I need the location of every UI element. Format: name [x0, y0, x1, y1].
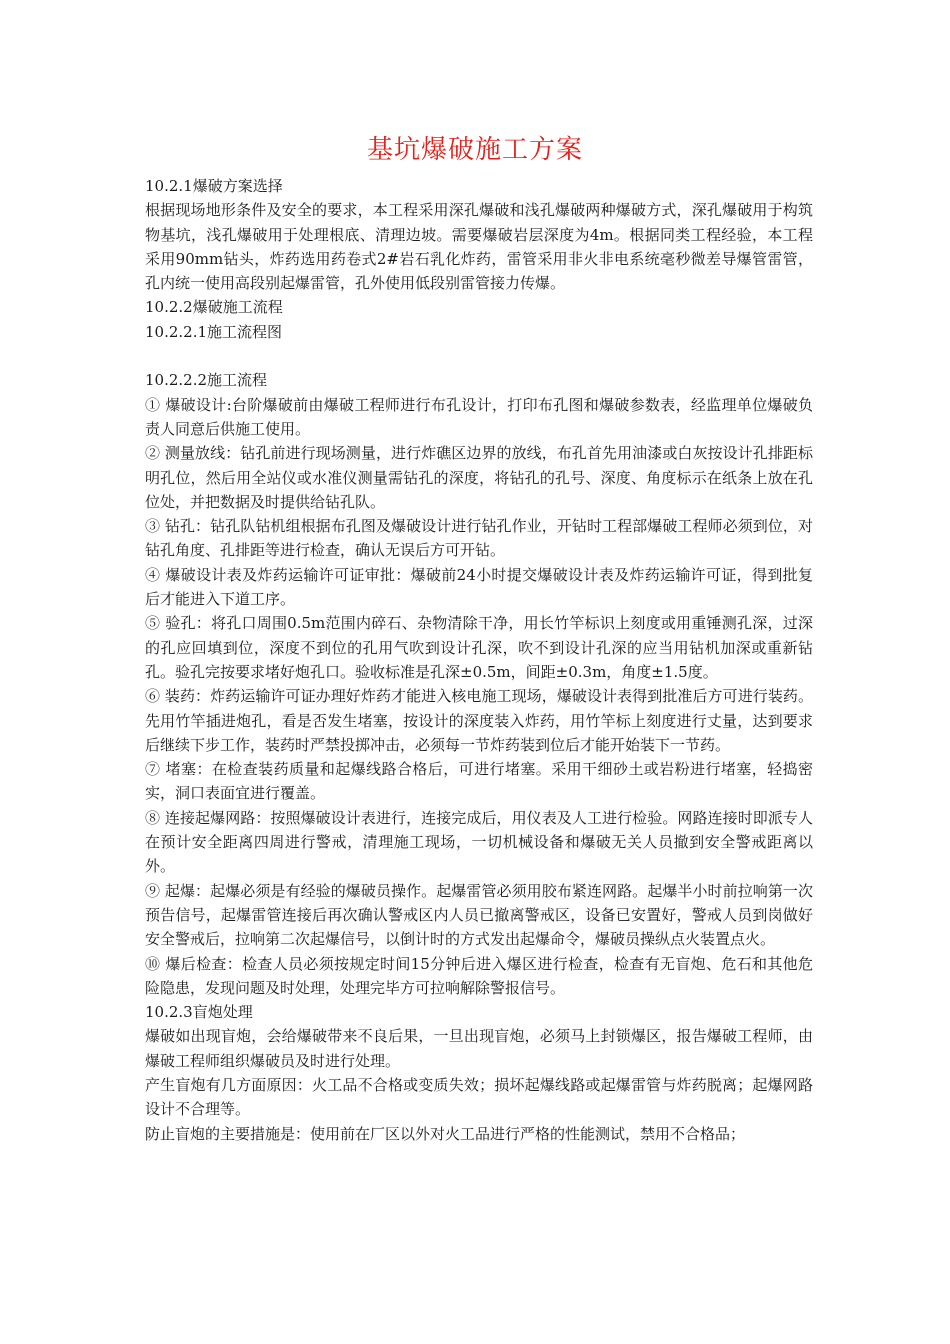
step-6-charging: ⑥ 装药：炸药运输许可证办理好炸药才能进入核电施工现场，爆破设计表得到批准后方可进行装药。先用竹竿插进炮孔，看是否发生堵塞，按设计的深度装入炸药，用竹竿标上刻度进行丈量，达到要求后继续下步工作，装药时严禁投掷冲击，必须每一节炸药装到位后才能开始装下一节药。 — [145, 687, 813, 754]
step-2-survey: ② 测量放线：钻孔前进行现场测量，进行炸礁区边界的放线，布孔首先用油漆或白灰按设计孔排距标明孔位，然后用全站仪或水准仪测量需钻孔的深度，将钻孔的孔号、深度、角度标示在纸条上放在孔位处，并把数据及时提供给钻孔队。 — [145, 444, 813, 511]
paragraph-blasting-plan: 根据现场地形条件及安全的要求，本工程采用深孔爆破和浅孔爆破两种爆破方式，深孔爆破用于构筑物基坑，浅孔爆破用于处理根底、清理边坡。需要爆破岩层深度为4m。根据同类工程经验，本工程采用90mm钻头，炸药选用药卷式2#岩石乳化炸药，雷管采用非火非电系统毫秒微差导爆管雷管，孔内统一使用高段别起爆雷管，孔外使用低段别雷管接力传爆。 — [145, 201, 813, 293]
step-7-stemming: ⑦ 堵塞：在检查装药质量和起爆线路合格后，可进行堵塞。采用干细砂土或岩粉进行堵塞，轻捣密实，洞口表面宜进行覆盖。 — [145, 760, 813, 803]
blank-line — [145, 344, 813, 368]
misfire-paragraph-3: 防止盲炮的主要措施是：使用前在厂区以外对火工品进行严格的性能测试，禁用不合格品； — [145, 1124, 746, 1143]
misfire-paragraph-2: 产生盲炮有几方面原因：火工品不合格或变质失效；损坏起爆线路或起爆雷管与炸药脱离；起爆网路设计不合理等。 — [145, 1075, 813, 1119]
misfire-paragraph-1: 爆破如出现盲炮，会给爆破带来不良后果，一旦出现盲炮，必须马上封锁爆区，报告爆破工程师，由爆破工程师组织爆破员及时进行处理。 — [145, 1027, 813, 1070]
section-heading-10-2-2-2: 10.2.2.2施工流程 — [145, 371, 268, 390]
section-heading-10-2-1: 10.2.1爆破方案选择 — [145, 177, 283, 195]
step-1-blast-design: ① 爆破设计:台阶爆破前由爆破工程师进行布孔设计，打印布孔图和爆破参数表，经监理单位爆破负责人同意后供施工使用。 — [145, 395, 813, 438]
step-9-detonation: ⑨ 起爆：起爆必须是有经验的爆破员操作。起爆雷管必须用胶布紧连网路。起爆半小时前拉响第一次预告信号，起爆雷管连接后再次确认警戒区内人员已撤离警戒区，设备已安置好，警戒人员到岗做好安全警戒后，拉响第二次起爆信号，以倒计时的方式发出起爆命令，爆破员操纵点火装置点火。 — [145, 881, 813, 949]
step-3-drilling: ③ 钻孔：钻孔队钻机组根据布孔图及爆破设计进行钻孔作业，开钻时工程部爆破工程师必须到位，对钻孔角度、孔排距等进行检查，确认无误后方可开钻。 — [145, 517, 813, 560]
document-body — [145, 174, 813, 1146]
step-4-approval: ④ 爆破设计表及炸药运输许可证审批：爆破前24小时提交爆破设计表及炸药运输许可证，得到批复后才能进入下道工序。 — [145, 565, 813, 609]
section-heading-10-2-3: 10.2.3盲炮处理 — [145, 1003, 253, 1022]
section-heading-10-2-2-1: 10.2.2.1施工流程图 — [145, 322, 283, 341]
page-title: 基坑爆破施工方案 — [366, 135, 583, 165]
section-heading-10-2-2: 10.2.2爆破施工流程 — [145, 298, 283, 317]
step-10-post-blast-check: ⑩ 爆后检查：检查人员必须按规定时间15分钟后进入爆区进行检查，检查有无盲炮、危石和其他危险隐患，发现问题及时处理，处理完毕方可拉响解除警报信号。 — [145, 954, 813, 997]
step-5-hole-inspection: ⑤ 验孔：将孔口周围0.5m范围内碎石、杂物清除干净，用长竹竿标识上刻度或用重锤测孔深，过深的孔应回填到位，深度不到位的孔用气吹到设计孔深，吹不到设计孔深的应当用钻机加深或重新钻孔。验孔完按要求堵好炮孔口。验收标准是孔深±0.5m，间距±0.3m，角度±1.5度。 — [145, 614, 813, 681]
step-8-network-connection: ⑧ 连接起爆网路：按照爆破设计表进行，连接完成后，用仪表及人工进行检验。网路连接时即派专人在预计安全距离四周进行警戒，清理施工现场，一切机械设备和爆破无关人员撤到安全警戒距离以外。 — [145, 808, 813, 876]
